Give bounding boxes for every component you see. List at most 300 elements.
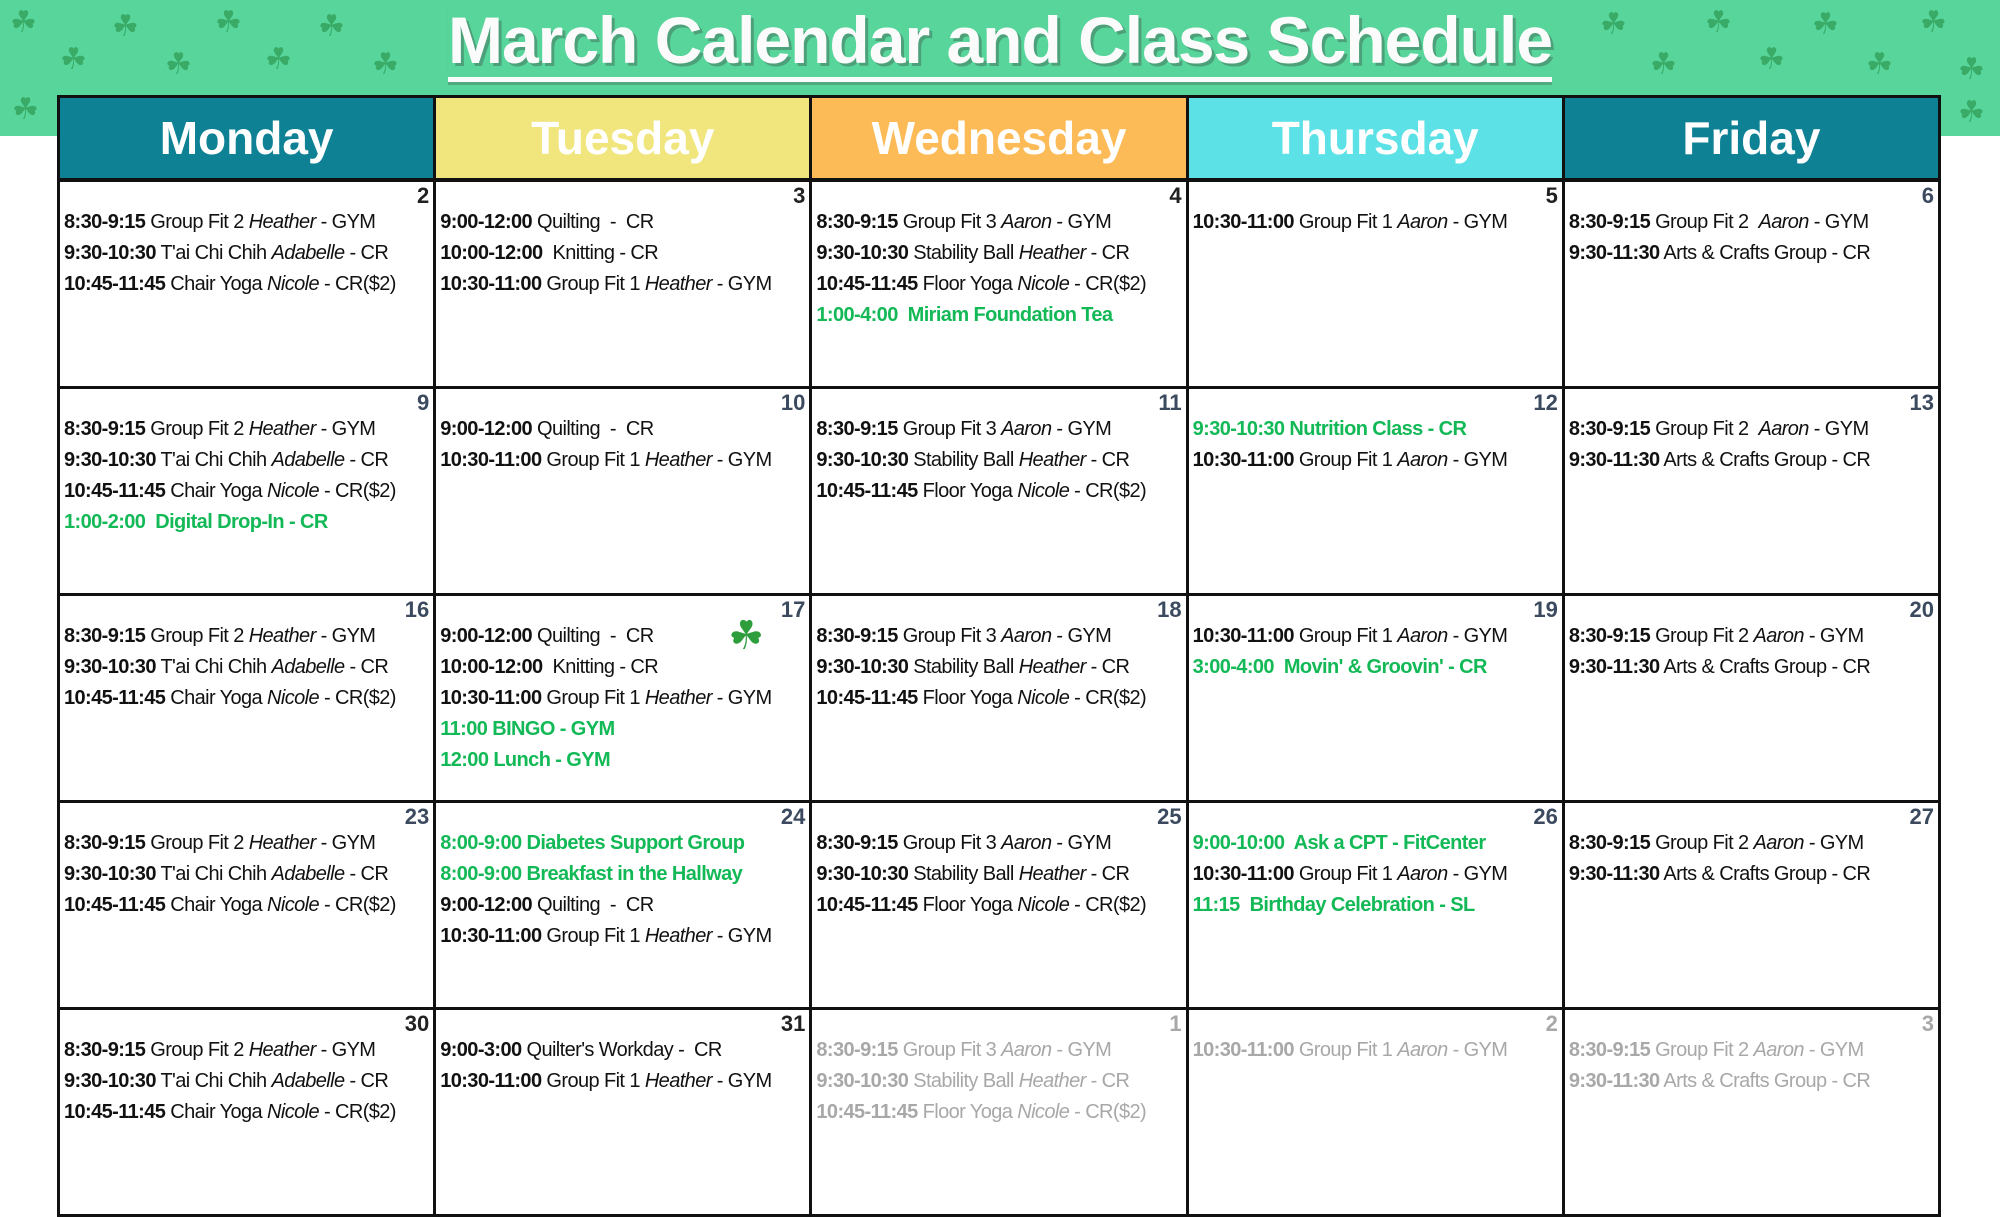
day-cell: [436, 803, 812, 1007]
event-title: Group Fit 2: [1650, 211, 1759, 233]
day-cell: [1189, 389, 1565, 593]
event-location: - GYM: [1803, 832, 1864, 854]
event-title: Digital Drop-In - CR: [145, 511, 328, 533]
special-event: [440, 714, 805, 745]
day-number: 30: [404, 1011, 430, 1036]
event-instructor: Aaron: [1397, 211, 1448, 233]
class-event: [64, 1097, 429, 1128]
day-cell: [60, 182, 436, 386]
event-time: 8:30-9:15: [64, 832, 146, 854]
event-instructor: Aaron: [1753, 832, 1804, 854]
day-number: 26: [1533, 804, 1558, 829]
event-location: - GYM: [315, 832, 376, 854]
class-event: [64, 621, 429, 652]
event-location: - GYM: [1447, 625, 1508, 647]
event-time: 8:30-9:15: [816, 625, 898, 647]
class-event: [64, 652, 429, 683]
event-title: Group Fit 1: [541, 273, 645, 295]
day-number: 3: [1921, 1011, 1935, 1036]
event-instructor: Adabelle: [271, 242, 345, 264]
special-event: [816, 300, 1181, 331]
event-instructor: Aaron: [1397, 625, 1448, 647]
class-event: [816, 445, 1181, 476]
event-instructor: Aaron: [1001, 1039, 1052, 1061]
special-event: [440, 859, 805, 890]
class-event: [1569, 238, 1934, 269]
event-location: - GYM: [1808, 418, 1869, 440]
event-title: T'ai Chi Chih: [155, 449, 272, 471]
event-location: - GYM: [315, 625, 376, 647]
event-time: 8:30-9:15: [1568, 418, 1651, 440]
day-number: 13: [1909, 390, 1935, 415]
event-title: T'ai Chi Chih: [155, 1070, 272, 1092]
class-event: [1193, 207, 1558, 238]
event-instructor: Nicole: [267, 480, 320, 502]
event-time: 8:00-9:00: [440, 863, 522, 885]
class-event: [1193, 445, 1558, 476]
event-time: 9:00-12:00: [440, 211, 533, 233]
event-location: - CR($2): [1069, 1101, 1147, 1123]
event-instructor: Aaron: [1001, 625, 1052, 647]
event-time: 9:30-10:30: [816, 863, 909, 885]
event-instructor: Heather: [644, 449, 712, 471]
event-time: 9:00-12:00: [440, 418, 533, 440]
clover-icon: ☘: [215, 6, 242, 39]
event-time: 9:00-3:00: [440, 1039, 522, 1061]
event-location: - GYM: [1447, 1039, 1508, 1061]
event-time: 8:00-9:00: [440, 832, 522, 854]
day-number: 27: [1909, 804, 1935, 829]
class-event: [816, 476, 1181, 507]
event-time: 9:00-12:00: [440, 625, 533, 647]
class-event: [816, 238, 1181, 269]
event-location: - GYM: [1051, 211, 1112, 233]
class-event: [440, 1066, 805, 1097]
clover-icon: ☘: [1650, 48, 1677, 81]
event-title: Floor Yoga: [917, 480, 1018, 502]
class-event: [816, 828, 1181, 859]
event-location: - CR: [344, 242, 389, 264]
day-number: 16: [404, 597, 430, 622]
class-event: [64, 476, 429, 507]
event-time: 10:30-11:00: [440, 925, 542, 947]
clover-icon: ☘: [165, 48, 192, 81]
class-event: [1569, 414, 1934, 445]
day-number: 3: [793, 183, 806, 208]
event-title: Group Fit 2: [145, 625, 249, 647]
day-cell: [1565, 596, 1938, 800]
class-event: [1193, 1035, 1558, 1066]
event-time: 9:30-11:30: [1568, 863, 1660, 885]
event-location: - CR: [1085, 863, 1130, 885]
event-location: - GYM: [711, 925, 772, 947]
event-time: 9:30-10:30: [1192, 418, 1285, 440]
event-location: - GYM: [1803, 625, 1864, 647]
event-title: Group Fit 2: [145, 211, 249, 233]
event-location: - GYM: [711, 1070, 772, 1092]
event-instructor: Heather: [248, 832, 316, 854]
event-time: 10:00-12:00: [440, 656, 543, 678]
event-instructor: Nicole: [267, 687, 320, 709]
event-time: 8:30-9:15: [816, 1039, 898, 1061]
day-number: 9: [416, 390, 430, 415]
day-number: 6: [1921, 183, 1935, 208]
day-number: 5: [1545, 183, 1558, 208]
day-cell: [1565, 182, 1938, 386]
class-event: [816, 1097, 1181, 1128]
event-instructor: Heather: [1018, 863, 1086, 885]
event-time: 10:30-11:00: [1192, 211, 1294, 233]
event-time: 9:30-11:30: [1568, 449, 1660, 471]
event-location: - CR: [1085, 242, 1130, 264]
event-title: Group Fit 3: [897, 832, 1002, 854]
day-cell: [436, 1010, 812, 1214]
event-time: 1:00-2:00: [64, 511, 146, 533]
day-cell: [812, 182, 1188, 386]
event-location: - GYM: [711, 449, 772, 471]
event-title: Group Fit 1: [1293, 449, 1398, 471]
day-number: 1: [1169, 1011, 1182, 1036]
class-event: [64, 207, 429, 238]
class-event: [440, 207, 805, 238]
event-location: - CR($2): [319, 687, 396, 709]
event-instructor: Heather: [248, 418, 316, 440]
event-title: Floor Yoga: [917, 273, 1018, 295]
event-title: Arts & Crafts Group - CR: [1659, 242, 1871, 264]
class-event: [440, 1035, 805, 1066]
event-time: 8:30-9:15: [1568, 211, 1651, 233]
event-title: Quilting - CR: [532, 211, 654, 233]
event-instructor: Aaron: [1753, 625, 1804, 647]
class-event: [64, 890, 429, 921]
event-title: Chair Yoga: [165, 273, 268, 295]
event-title: T'ai Chi Chih: [155, 242, 272, 264]
class-event: [64, 683, 429, 714]
special-event: [1193, 890, 1558, 921]
event-instructor: Nicole: [267, 273, 320, 295]
event-time: 9:30-10:30: [64, 242, 156, 264]
clover-icon: ☘: [1758, 43, 1785, 76]
event-time: 8:30-9:15: [1568, 832, 1651, 854]
event-instructor: Heather: [1018, 656, 1086, 678]
event-title: Quilting - CR: [532, 418, 654, 440]
event-time: 10:45-11:45: [816, 894, 918, 916]
event-title: Group Fit 1: [541, 687, 645, 709]
event-instructor: Heather: [248, 625, 316, 647]
event-time: 10:45-11:45: [64, 480, 166, 502]
event-title: Group Fit 1: [1293, 211, 1398, 233]
event-title: Chair Yoga: [165, 1101, 268, 1123]
day-number: 12: [1533, 390, 1558, 415]
event-time: 10:30-11:00: [1192, 449, 1294, 471]
event-time: 10:30-11:00: [440, 687, 542, 709]
event-title: Stability Ball: [908, 863, 1019, 885]
special-event: [64, 507, 429, 538]
event-time: 3:00-4:00: [1192, 656, 1274, 678]
class-event: [1569, 1035, 1934, 1066]
event-time: 8:30-9:15: [1568, 625, 1651, 647]
event-title: T'ai Chi Chih: [155, 656, 272, 678]
event-title: Group Fit 2: [145, 1039, 249, 1061]
event-time: 10:30-11:00: [440, 449, 542, 471]
class-event: [64, 859, 429, 890]
event-time: 10:30-11:00: [1192, 1039, 1294, 1061]
class-event: [440, 445, 805, 476]
special-event: [1193, 828, 1558, 859]
event-time: 8:30-9:15: [816, 832, 898, 854]
day-cell: [812, 1010, 1188, 1214]
class-event: [440, 238, 805, 269]
event-title: Stability Ball: [908, 1070, 1019, 1092]
special-event: [1193, 652, 1558, 683]
event-instructor: Aaron: [1397, 1039, 1448, 1061]
event-instructor: Adabelle: [271, 863, 345, 885]
shamrock-icon: ☘: [728, 614, 765, 658]
day-number: 4: [1169, 183, 1182, 208]
event-time: 9:30-10:30: [64, 1070, 156, 1092]
day-number: 24: [780, 804, 806, 829]
class-event: [440, 269, 805, 300]
page-title-text: March Calendar and Class Schedule: [448, 3, 1552, 82]
day-number: 19: [1533, 597, 1558, 622]
event-location: - CR($2): [1069, 687, 1147, 709]
event-location: - CR: [344, 1070, 389, 1092]
day-number: 23: [404, 804, 430, 829]
weekday-header-thursday: Thursday: [1189, 98, 1565, 178]
calendar-week: [60, 803, 1938, 1010]
class-event: [1569, 828, 1934, 859]
event-title: Group Fit 1: [1293, 625, 1398, 647]
event-title: Knitting - CR: [542, 656, 659, 678]
day-number: 18: [1157, 597, 1182, 622]
event-title: Quilting - CR: [532, 625, 654, 647]
event-instructor: Aaron: [1758, 418, 1809, 440]
event-instructor: Aaron: [1397, 863, 1448, 885]
event-instructor: Nicole: [1017, 273, 1070, 295]
day-cell: [1189, 803, 1565, 1007]
class-event: [816, 621, 1181, 652]
event-location: - CR($2): [319, 480, 396, 502]
event-time: 10:45-11:45: [816, 1101, 918, 1123]
class-event: [64, 445, 429, 476]
event-title: Arts & Crafts Group - CR: [1659, 1070, 1871, 1092]
event-time: 11:00: [440, 718, 488, 740]
event-time: 9:30-10:30: [816, 449, 909, 471]
class-event: [1569, 1066, 1934, 1097]
class-event: [1569, 652, 1934, 683]
special-event: [440, 745, 805, 776]
event-time: 10:30-11:00: [1192, 863, 1294, 885]
class-event: [1569, 207, 1934, 238]
event-time: 8:30-9:15: [816, 418, 898, 440]
page-title: [448, 2, 1552, 78]
event-title: Ask a CPT - FitCenter: [1284, 832, 1486, 854]
event-time: 9:30-10:30: [64, 449, 156, 471]
event-location: - GYM: [1447, 863, 1508, 885]
event-time: 9:30-10:30: [64, 656, 156, 678]
clover-icon: ☘: [1705, 6, 1732, 39]
class-event: [64, 414, 429, 445]
event-instructor: Aaron: [1758, 211, 1809, 233]
class-event: [816, 652, 1181, 683]
event-time: 8:30-9:15: [64, 418, 146, 440]
event-time: 10:45-11:45: [816, 273, 918, 295]
event-title: Group Fit 3: [897, 1039, 1002, 1061]
event-time: 10:45-11:45: [64, 894, 166, 916]
event-location: - GYM: [1447, 211, 1508, 233]
event-location: - CR($2): [1069, 480, 1147, 502]
event-instructor: Heather: [644, 273, 712, 295]
event-title: Group Fit 2: [145, 418, 249, 440]
event-time: 10:45-11:45: [64, 687, 166, 709]
day-number: 10: [780, 390, 806, 415]
class-event: [64, 828, 429, 859]
day-cell: [1189, 182, 1565, 386]
event-title: Nutrition Class - CR: [1284, 418, 1467, 440]
calendar-week: [60, 1010, 1938, 1214]
clover-icon: ☘: [1958, 53, 1985, 86]
day-number: 2: [416, 183, 430, 208]
event-title: Group Fit 2: [1650, 832, 1754, 854]
clover-icon: ☘: [1600, 8, 1627, 41]
event-location: - CR: [344, 656, 389, 678]
calendar-weeks: [60, 182, 1938, 1214]
class-event: [816, 414, 1181, 445]
event-title: T'ai Chi Chih: [155, 863, 272, 885]
event-instructor: Heather: [1018, 449, 1086, 471]
day-cell: [60, 1010, 436, 1214]
event-title: Movin' & Groovin' - CR: [1273, 656, 1487, 678]
weekday-header-row: [60, 98, 1938, 182]
day-cell: [436, 389, 812, 593]
clover-icon: ☘: [1812, 8, 1839, 41]
class-event: [816, 890, 1181, 921]
event-title: Floor Yoga: [917, 894, 1018, 916]
event-title: BINGO - GYM: [487, 718, 615, 740]
event-instructor: Adabelle: [271, 449, 345, 471]
event-title: Group Fit 2: [1650, 625, 1754, 647]
event-instructor: Nicole: [267, 1101, 320, 1123]
clover-icon: ☘: [1958, 96, 1985, 129]
event-time: 10:45-11:45: [816, 687, 918, 709]
day-cell: [812, 803, 1188, 1007]
day-cell: [812, 389, 1188, 593]
event-title: Chair Yoga: [165, 480, 268, 502]
weekday-header-wednesday: Wednesday: [812, 98, 1188, 178]
class-event: [816, 207, 1181, 238]
event-location: - CR($2): [319, 894, 396, 916]
class-event: [440, 683, 805, 714]
class-event: [816, 683, 1181, 714]
class-event: [64, 238, 429, 269]
weekday-header-monday: Monday: [60, 98, 436, 178]
event-title: Birthday Celebration - SL: [1239, 894, 1475, 916]
event-location: - CR: [1085, 656, 1130, 678]
event-time: 8:30-9:15: [816, 211, 898, 233]
event-instructor: Heather: [1018, 1070, 1086, 1092]
event-time: 9:30-10:30: [816, 1070, 909, 1092]
event-location: - CR: [1085, 449, 1130, 471]
event-time: 9:30-11:30: [1568, 656, 1660, 678]
event-title: Group Fit 2: [1650, 418, 1759, 440]
day-cell: [436, 596, 812, 800]
event-instructor: Heather: [248, 1039, 316, 1061]
event-location: - GYM: [1808, 211, 1869, 233]
event-time: 9:00-12:00: [440, 894, 533, 916]
event-location: - GYM: [1051, 625, 1112, 647]
event-instructor: Aaron: [1001, 832, 1052, 854]
event-time: 10:30-11:00: [440, 273, 542, 295]
calendar-week: [60, 182, 1938, 389]
event-location: - GYM: [1051, 832, 1112, 854]
clover-icon: ☘: [1920, 6, 1947, 39]
class-event: [816, 269, 1181, 300]
day-number: 25: [1157, 804, 1182, 829]
event-time: 9:30-11:30: [1568, 1070, 1660, 1092]
event-time: 10:30-11:00: [440, 1070, 542, 1092]
event-title: Chair Yoga: [165, 894, 268, 916]
weekday-header-friday: Friday: [1565, 98, 1938, 178]
event-time: 8:30-9:15: [64, 1039, 146, 1061]
class-event: [1569, 445, 1934, 476]
event-title: Stability Ball: [908, 656, 1019, 678]
class-event: [1193, 859, 1558, 890]
special-event: [1193, 414, 1558, 445]
event-instructor: Adabelle: [271, 1070, 345, 1092]
event-title: Quilter's Workday - CR: [521, 1039, 722, 1061]
event-time: 9:30-11:30: [1568, 242, 1660, 264]
clover-icon: ☘: [265, 43, 292, 76]
event-instructor: Heather: [248, 211, 316, 233]
event-time: 9:00-10:00: [1192, 832, 1285, 854]
day-cell: [1189, 596, 1565, 800]
event-title: Diabetes Support Group: [521, 832, 745, 854]
event-title: Breakfast in the Hallway: [521, 863, 743, 885]
event-instructor: Nicole: [1017, 687, 1070, 709]
event-title: Group Fit 1: [541, 925, 645, 947]
class-event: [816, 1066, 1181, 1097]
clover-icon: ☘: [12, 93, 39, 126]
weekday-header-tuesday: Tuesday: [436, 98, 812, 178]
event-location: - CR($2): [319, 1101, 396, 1123]
clover-icon: ☘: [372, 48, 399, 81]
class-event: [64, 1066, 429, 1097]
event-location: - GYM: [1803, 1039, 1864, 1061]
event-title: Group Fit 2: [1650, 1039, 1754, 1061]
day-number: 2: [1545, 1011, 1558, 1036]
calendar-grid: [57, 95, 1941, 1217]
class-event: [64, 1035, 429, 1066]
event-location: - CR: [344, 449, 389, 471]
event-time: 10:45-11:45: [64, 1101, 166, 1123]
event-instructor: Heather: [644, 1070, 712, 1092]
day-cell: [436, 182, 812, 386]
event-instructor: Aaron: [1001, 418, 1052, 440]
special-event: [440, 828, 805, 859]
clover-icon: ☘: [112, 10, 139, 43]
event-instructor: Aaron: [1001, 211, 1052, 233]
event-location: - GYM: [1051, 418, 1112, 440]
day-cell: [60, 803, 436, 1007]
day-cell: [60, 596, 436, 800]
event-title: Group Fit 1: [541, 1070, 645, 1092]
event-location: - CR: [344, 863, 389, 885]
class-event: [1193, 621, 1558, 652]
day-number: 20: [1909, 597, 1935, 622]
event-title: Group Fit 1: [541, 449, 645, 471]
event-location: - GYM: [315, 211, 376, 233]
event-instructor: Heather: [1018, 242, 1086, 264]
